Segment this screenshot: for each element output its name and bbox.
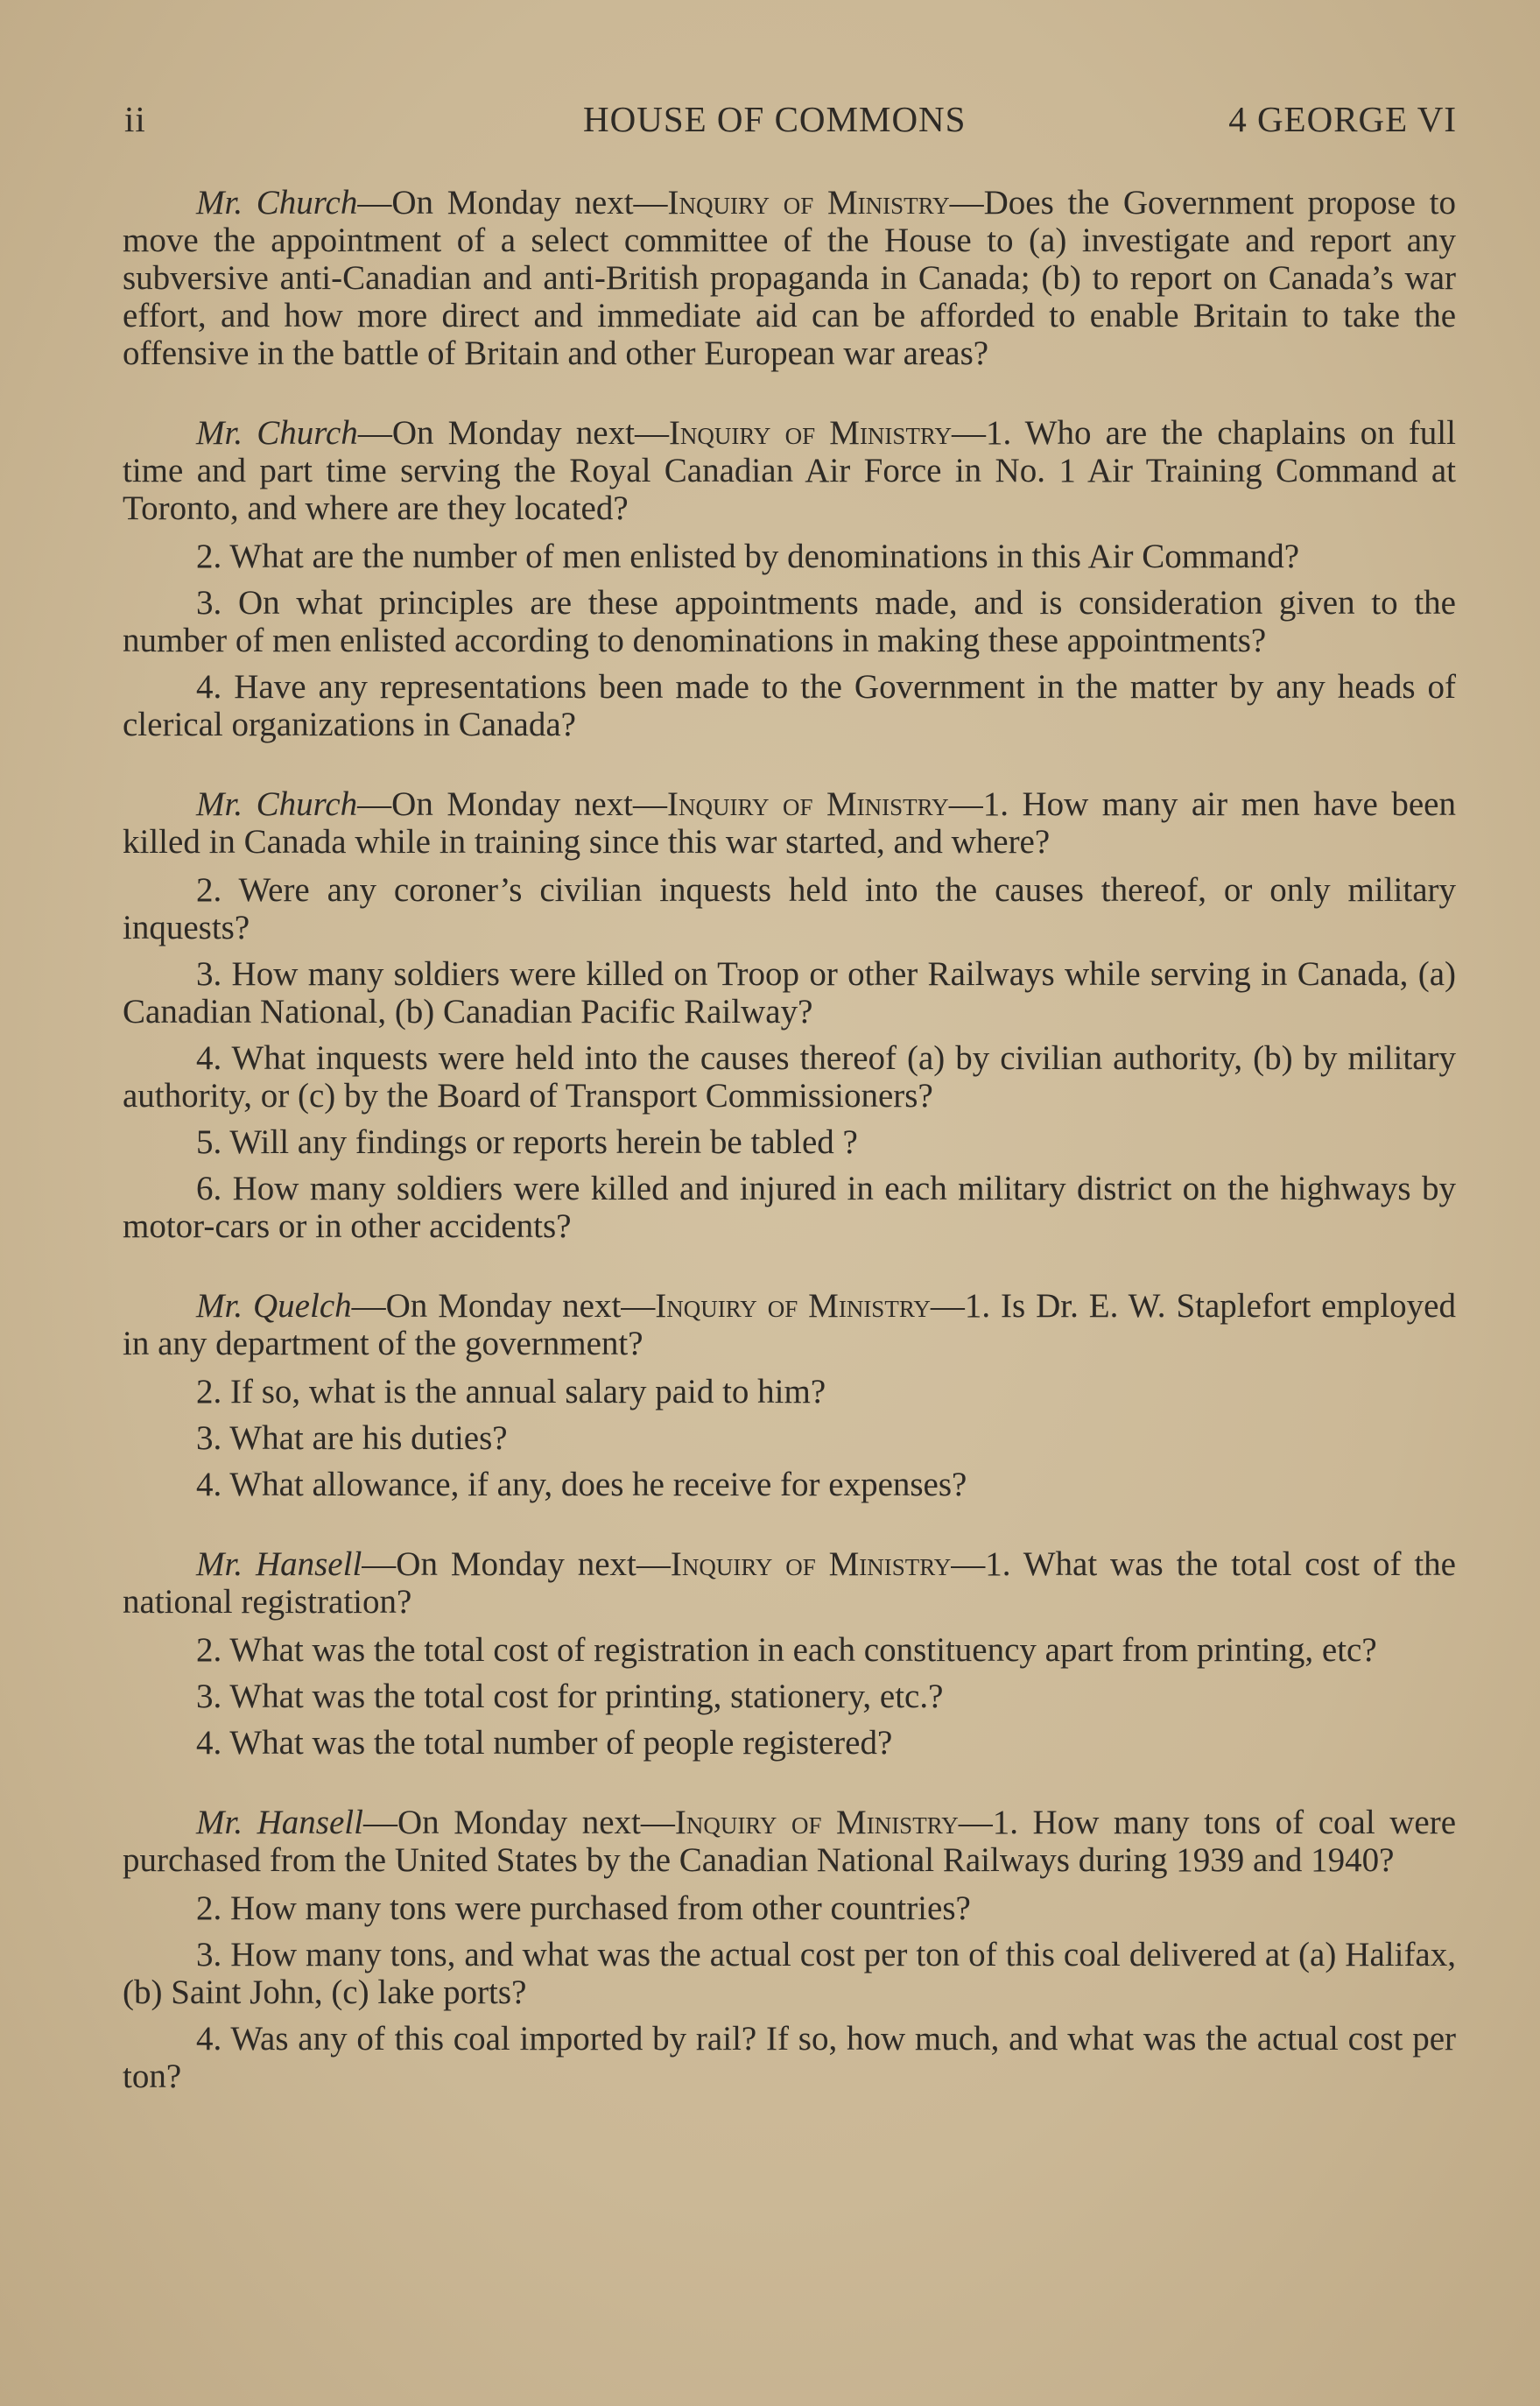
inquiry-block	[123, 184, 1456, 372]
inquiry-question: 3. How many soldiers were killed on Troop or other Railways while serving in Canada, (a) Canadian National, (b) Canadian Pacific Railway?	[123, 955, 1456, 1031]
inquiry-type: Inquiry of Ministry	[674, 1804, 959, 1841]
inquiry-type: Inquiry of Ministry	[666, 785, 949, 823]
inquiries-list	[123, 184, 1456, 2137]
member-name: Mr. Hansell	[196, 1804, 363, 1841]
inquiry-question: 4. What allowance, if any, does he receive for expenses?	[196, 1466, 967, 1503]
member-name: Mr. Church	[196, 785, 358, 823]
question-text: Does the Government propose to move the appointment of a select committee of the House to (a) investigate and report any subversive anti-Canadian and anti-British propaganda in Canada; (b) to report on Canada’s war effort, and how more direct and immediate aid can be afforded to enable Britain to take the offensive in the battle of Britain and other European war areas?	[123, 184, 1456, 372]
inquiry-question: 2. Were any coroner’s civilian inquests held into the causes thereof, or only military inquests?	[123, 871, 1456, 946]
inquiry-block	[123, 414, 1456, 743]
inquiry-question-1: Mr. Church—On Monday next—Inquiry of Ministry—1. Who are the chaplains on full time and part time serving the Royal Canadian Air Force in No. 1 Air Training Command at Toronto, and where are they located?	[123, 414, 1456, 527]
notice-day: On Monday next	[391, 184, 634, 222]
notice-day: On Monday next	[397, 1804, 641, 1841]
question-text: 1. How many tons of coal were purchased from the United States by the Canadian National Railways during 1939 and 1940?	[123, 1804, 1457, 1879]
member-name: Mr. Quelch	[196, 1287, 352, 1325]
regnal-year: 4 GEORGE VI	[1228, 99, 1457, 139]
inquiry-question: 4. What inquests were held into the causes thereof (a) by civilian authority, (b) by military authority, or (c) by the Board of Transport Commissioners?	[123, 1039, 1456, 1115]
inquiry-question: 3. On what principles are these appointments made, and is consideration given to the number of men enlisted according to denominations in making these appointments?	[123, 584, 1456, 659]
inquiry-question-1: Mr. Church—On Monday next—Inquiry of Ministry—Does the Government propose to move the appointment of a select committee of the House to (a) investigate and report any subversive anti-Canadian and anti-British propaganda in Canada; (b) to report on Canada’s war effort, and how more direct and immediate aid can be afforded to enable Britain to take the offensive in the battle of Britain and other European war areas?	[123, 184, 1456, 372]
member-name: Mr. Church	[196, 184, 358, 222]
inquiry-question: 4. What was the total number of people registered?	[196, 1724, 893, 1762]
notice-day: On Monday next	[396, 1545, 636, 1583]
inquiry-question: 2. What are the number of men enlisted by denominations in this Air Command?	[196, 538, 1300, 575]
inquiry-question-1: Mr. Hansell—On Monday next—Inquiry of Ministry—1. What was the total cost of the national registration?	[123, 1545, 1456, 1621]
inquiry-question-1: Mr. Church—On Monday next—Inquiry of Ministry—1. How many air men have been killed in Canada while in training since this war started, and where?	[123, 785, 1456, 861]
inquiry-question-1: Mr. Quelch—On Monday next—Inquiry of Ministry—1. Is Dr. E. W. Staplefort employed in any department of the government?	[123, 1287, 1456, 1362]
inquiry-type: Inquiry of Ministry	[655, 1287, 931, 1325]
inquiry-type: Inquiry of Ministry	[670, 1545, 952, 1583]
member-name: Mr. Church	[196, 414, 358, 452]
inquiry-question-1: Mr. Hansell—On Monday next—Inquiry of Ministry—1. How many tons of coal were purchased from the United States by the Canadian National Railways during 1939 and 1940?	[123, 1804, 1457, 1879]
inquiry-question: 4. Was any of this coal imported by rail? If so, how much, and what was the actual cost per ton?	[123, 2020, 1456, 2095]
question-text: 1. Who are the chaplains on full time and part time serving the Royal Canadian Air Force in No. 1 Air Training Command at Toronto, and where are they located?	[123, 414, 1456, 527]
member-name: Mr. Hansell	[196, 1545, 362, 1583]
page-number: ii	[124, 99, 146, 139]
notice-day: On Monday next	[391, 785, 633, 823]
inquiry-block	[123, 1804, 1456, 2095]
inquiry-question: 6. How many soldiers were killed and injured in each military district on the highways by motor-cars or in other accidents?	[123, 1170, 1456, 1245]
inquiry-question: 2. What was the total cost of registration in each constituency apart from printing, etc?	[196, 1631, 1377, 1669]
inquiry-question: 3. What was the total cost for printing, stationery, etc.?	[196, 1678, 944, 1715]
inquiry-block	[123, 1287, 1456, 1503]
inquiry-block	[123, 785, 1456, 1245]
inquiry-type: Inquiry of Ministry	[667, 184, 950, 222]
inquiry-question: 5. Will any findings or reports herein be tabled ?	[196, 1123, 858, 1161]
notice-day: On Monday next	[391, 414, 635, 452]
header-title: HOUSE OF COMMONS	[583, 99, 967, 139]
inquiry-question: 3. How many tons, and what was the actual cost per ton of this coal delivered at (a) Halifax, (b) Saint John, (c) lake ports?	[123, 1936, 1456, 2011]
inquiry-block	[123, 1545, 1456, 1762]
inquiry-question: 4. Have any representations been made to the Government in the matter by any heads of clerical organizations in Canada?	[123, 668, 1456, 743]
inquiry-question: 3. What are his duties?	[196, 1419, 508, 1457]
question-text: 1. What was the total cost of the national registration?	[123, 1545, 1456, 1621]
question-text: 1. Is Dr. E. W. Staplefort employed in any department of the government?	[123, 1287, 1456, 1362]
running-header	[124, 98, 1457, 151]
inquiry-question: 2. How many tons were purchased from other countries?	[196, 1889, 971, 1927]
notice-day: On Monday next	[385, 1287, 622, 1325]
question-text: 1. How many air men have been killed in Canada while in training since this war started, and where?	[123, 785, 1456, 861]
inquiry-type: Inquiry of Ministry	[668, 414, 952, 452]
inquiry-question: 2. If so, what is the annual salary paid to him?	[196, 1373, 826, 1411]
